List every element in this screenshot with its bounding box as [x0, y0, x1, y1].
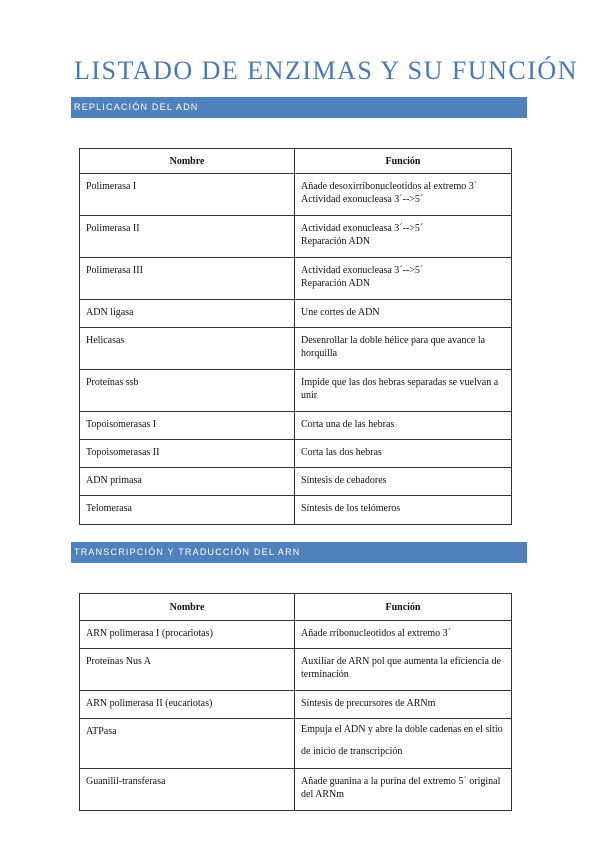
- enzyme-function: Empuja el ADN y abre la doble cadenas en el sitio de inicio de transcripción: [295, 719, 512, 769]
- enzyme-name: Polimerasa I: [80, 174, 295, 216]
- table-row: [80, 496, 512, 525]
- enzyme-name: ADN primasa: [80, 468, 295, 496]
- table-header-row: [80, 149, 512, 174]
- header-nombre: Nombre: [80, 594, 295, 621]
- enzyme-function: Actividad exonucleasa 3´-->5´ Reparación ADN: [295, 216, 512, 258]
- enzyme-function: Añade guanina a la purina del extremo 5´ original del ARNm: [295, 769, 512, 811]
- enzyme-function: Auxiliar de ARN pol que aumenta la eficiencia de terminación: [295, 649, 512, 691]
- table-row: [80, 691, 512, 719]
- enzyme-function: Síntesis de los telómeros: [295, 496, 512, 525]
- table-replicacion: [79, 148, 512, 525]
- enzyme-name: Proteínas Nus A: [80, 649, 295, 691]
- enzyme-function: Une cortes de ADN: [295, 300, 512, 328]
- table-row: [80, 300, 512, 328]
- enzyme-name: Helicasas: [80, 328, 295, 370]
- enzyme-name: Topoisomerasas I: [80, 412, 295, 440]
- table-row: [80, 719, 512, 769]
- enzyme-name: Polimerasa II: [80, 216, 295, 258]
- enzyme-function: Desenrollar la doble hélice para que avance la horquilla: [295, 328, 512, 370]
- table-row: [80, 649, 512, 691]
- enzyme-function: Corta las dos hebras: [295, 440, 512, 468]
- table-row: [80, 468, 512, 496]
- enzyme-function: Añade desoxirribonucleotidos al extremo 3´ Actividad exonucleasa 3´-->5´: [295, 174, 512, 216]
- table-header-row: [80, 594, 512, 621]
- table-transcripcion: [79, 593, 512, 811]
- enzyme-function: Añade rribonucleotidos al extremo 3´: [295, 621, 512, 649]
- table-row: [80, 258, 512, 300]
- header-nombre: Nombre: [80, 149, 295, 174]
- table-row: [80, 440, 512, 468]
- enzyme-name: Telomerasa: [80, 496, 295, 525]
- section-heading-replicacion: REPLICACIÓN DEL ADN: [71, 97, 527, 118]
- enzyme-name: ARN polimerasa I (procariotas): [80, 621, 295, 649]
- table-row: [80, 769, 512, 811]
- enzyme-name: Guanilil-transferasa: [80, 769, 295, 811]
- enzyme-name: ADN ligasa: [80, 300, 295, 328]
- table-row: [80, 216, 512, 258]
- table-row: [80, 328, 512, 370]
- table-row: [80, 370, 512, 412]
- enzyme-name: Polimerasa III: [80, 258, 295, 300]
- enzyme-function: Actividad exonucleasa 3´-->5´ Reparación ADN: [295, 258, 512, 300]
- enzyme-name: Proteínas ssb: [80, 370, 295, 412]
- section-heading-transcripcion: TRANSCRIPCIÓN Y TRADUCCIÓN DEL ARN: [71, 542, 527, 563]
- page-title: LISTADO DE ENZIMAS Y SU FUNCIÓN: [74, 56, 578, 85]
- enzyme-function: Impide que las dos hebras separadas se vuelvan a unir: [295, 370, 512, 412]
- enzyme-name: ARN polimerasa II (eucariotas): [80, 691, 295, 719]
- header-funcion: Función: [295, 594, 512, 621]
- table-row: [80, 174, 512, 216]
- enzyme-name: Topoisomerasas II: [80, 440, 295, 468]
- enzyme-function: Síntesis de precursores de ARNm: [295, 691, 512, 719]
- enzyme-name: ATPasa: [80, 719, 295, 769]
- table-row: [80, 621, 512, 649]
- header-funcion: Función: [295, 149, 512, 174]
- enzyme-function: Síntesis de cebadores: [295, 468, 512, 496]
- table-row: [80, 412, 512, 440]
- enzyme-function: Corta una de las hebras: [295, 412, 512, 440]
